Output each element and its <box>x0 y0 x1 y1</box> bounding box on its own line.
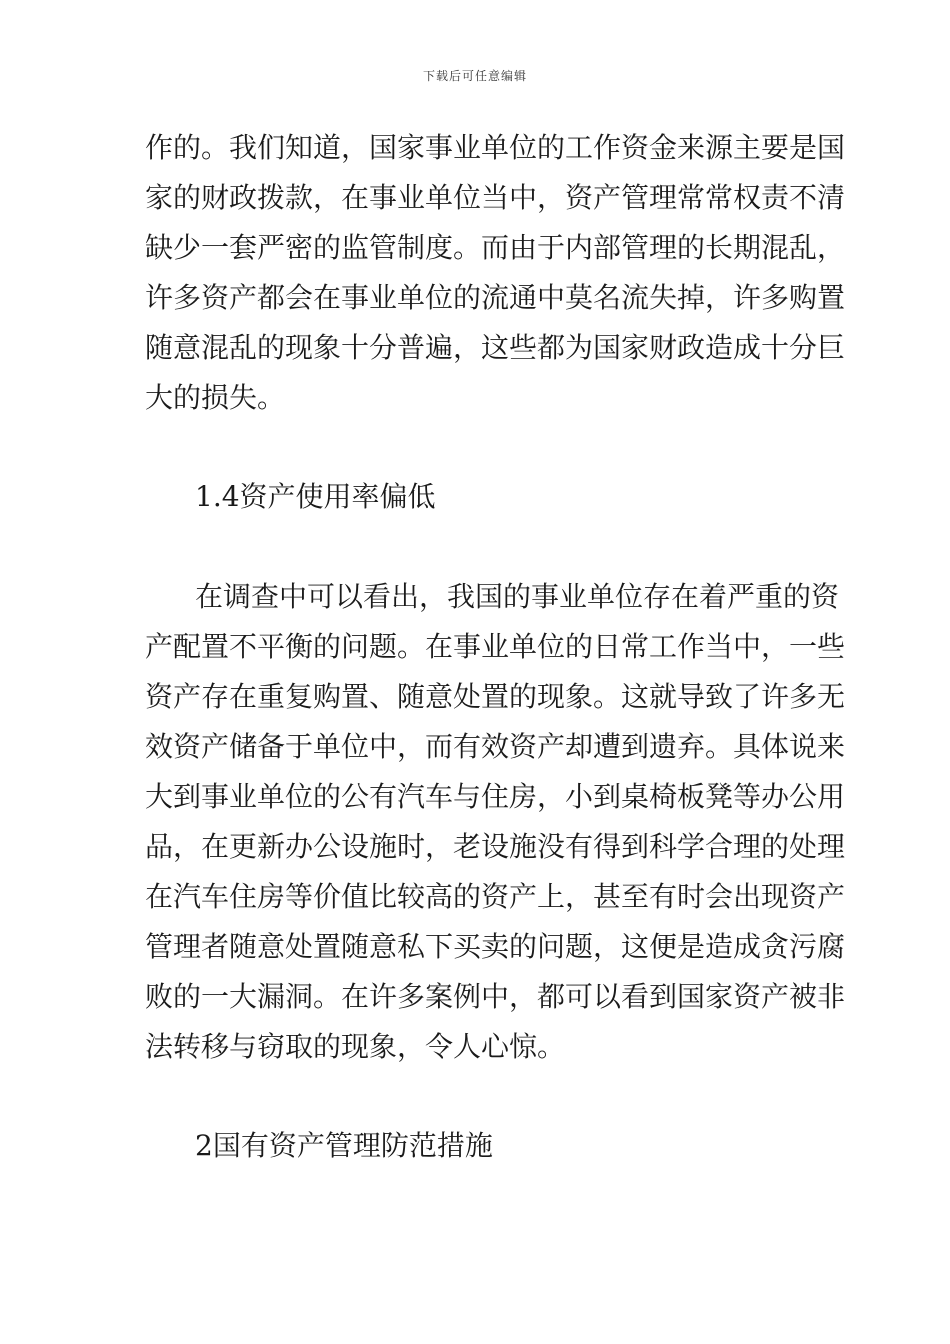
paragraph-line: 管理者随意处置随意私下买卖的问题，这便是造成贪污腐 <box>145 930 846 963</box>
paragraph-line: 家的财政拨款，在事业单位当中，资产管理常常权责不清 <box>145 181 846 214</box>
paragraph-line: 大到事业单位的公有汽车与住房，小到桌椅板凳等办公用 <box>145 780 846 813</box>
paragraph-line: 法转移与窃取的现象，令人心惊。 <box>145 1030 566 1063</box>
section-heading: 2国有资产管理防范措施 <box>195 1129 493 1162</box>
paragraph-line: 败的一大漏洞。在许多案例中，都可以看到国家资产被非 <box>145 980 846 1013</box>
paragraph-line: 产配置不平衡的问题。在事业单位的日常工作当中，一些 <box>145 630 846 663</box>
paragraph-line: 效资产储备于单位中，而有效资产却遭到遗弃。具体说来 <box>145 730 846 763</box>
paragraph-line: 作的。我们知道，国家事业单位的工作资金来源主要是国 <box>145 131 846 164</box>
paragraph-line: 在汽车住房等价值比较高的资产上，甚至有时会出现资产 <box>145 880 846 913</box>
section-heading: 1.4资产使用率偏低 <box>195 480 436 513</box>
paragraph-line: 缺少一套严密的监管制度。而由于内部管理的长期混乱， <box>145 231 846 264</box>
paragraph-line: 随意混乱的现象十分普遍，这些都为国家财政造成十分巨 <box>145 331 846 364</box>
paragraph-line: 品，在更新办公设施时，老设施没有得到科学合理的处理 <box>145 830 846 863</box>
paragraph-line: 资产存在重复购置、随意处置的现象。这就导致了许多无 <box>145 680 846 713</box>
header-note: 下载后可任意编辑 <box>422 69 527 83</box>
paragraph-line: 在调查中可以看出，我国的事业单位存在着严重的资 <box>195 580 840 613</box>
paragraph-line: 大的损失。 <box>145 381 286 414</box>
paragraph-line: 许多资产都会在事业单位的流通中莫名流失掉，许多购置 <box>145 281 846 314</box>
